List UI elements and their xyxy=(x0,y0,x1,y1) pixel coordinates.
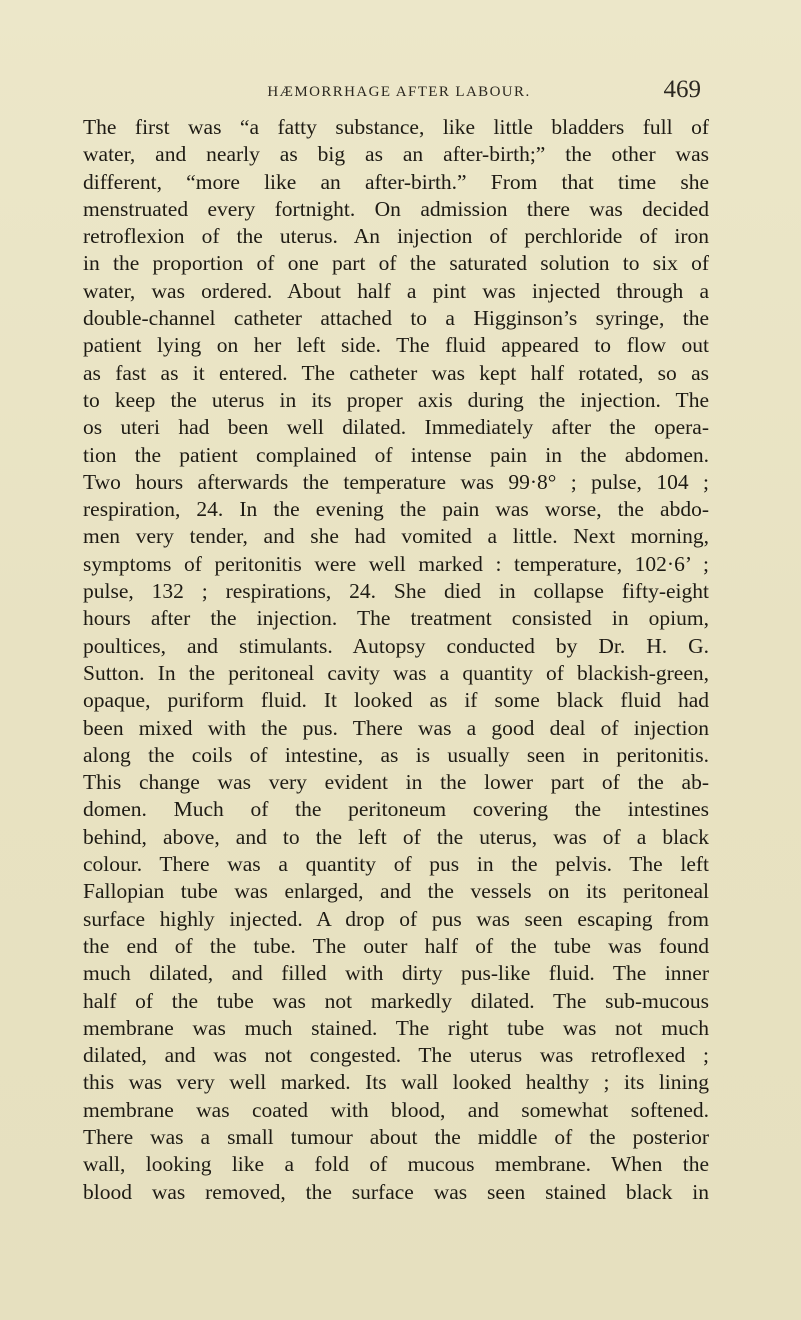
body-text xyxy=(83,114,709,1206)
text-line: half of the tube was not markedly dilated. The sub-mucous xyxy=(83,988,709,1013)
text-line: water, was ordered. About half a pint was injected through a xyxy=(83,278,709,303)
text-line: different, “more like an after-birth.” From that time she xyxy=(83,169,709,194)
text-line: men very tender, and she had vomited a little. Next morning, xyxy=(83,524,709,549)
text-line: water, and nearly as big as an after-birth;” the other was xyxy=(83,142,709,167)
text-line: symptoms of peritonitis were well marked : temperature, 102·6’ ; xyxy=(83,551,709,576)
text-line: colour. There was a quantity of pus in the pelvis. The left xyxy=(83,852,709,877)
text-line: domen. Much of the peritoneum covering the intestines xyxy=(83,797,709,822)
text-line: this was very well marked. Its wall looked healthy ; its lining xyxy=(83,1070,709,1095)
text-line: poultices, and stimulants. Autopsy conducted by Dr. H. G. xyxy=(83,633,709,658)
page-number: 469 xyxy=(663,76,701,103)
text-line: wall, looking like a fold of mucous membrane. When the xyxy=(83,1152,709,1177)
text-line: in the proportion of one part of the saturated solution to six of xyxy=(83,251,709,276)
text-line: hours after the injection. The treatment consisted in opium, xyxy=(83,606,709,631)
text-line: There was a small tumour about the middle of the posterior xyxy=(83,1124,709,1149)
text-line: dilated, and was not congested. The uterus was retroflexed ; xyxy=(83,1043,709,1068)
text-line: menstruated every fortnight. On admission there was decided xyxy=(83,196,709,221)
text-line: This change was very evident in the lower part of the ab- xyxy=(83,770,709,795)
text-line: Two hours afterwards the temperature was 99·8° ; pulse, 104 ; xyxy=(83,469,709,494)
text-line: Fallopian tube was enlarged, and the vessels on its peritoneal xyxy=(83,879,709,904)
text-line: The first was “a fatty substance, like little bladders full of xyxy=(83,115,709,139)
text-line: os uteri had been well dilated. Immediately after the opera- xyxy=(83,415,709,440)
text-line: membrane was much stained. The right tube was not much xyxy=(83,1015,709,1040)
text-line: as fast as it entered. The catheter was kept half rotated, so as xyxy=(83,360,709,385)
text-line: the end of the tube. The outer half of the tube was found xyxy=(83,933,709,958)
text-line: along the coils of intestine, as is usually seen in peritonitis. xyxy=(83,742,709,767)
text-line: blood was removed, the surface was seen stained black in xyxy=(83,1179,709,1204)
text-line: tion the patient complained of intense pain in the abdomen. xyxy=(83,442,709,467)
running-head: HÆMORRHAGE AFTER LABOUR. xyxy=(267,84,531,100)
text-line: behind, above, and to the left of the uterus, was of a black xyxy=(83,824,709,849)
text-line: opaque, puriform fluid. It looked as if some black fluid had xyxy=(83,688,709,713)
text-line: respiration, 24. In the evening the pain was worse, the abdo- xyxy=(83,497,709,522)
text-line: retroflexion of the uterus. An injection of perchloride of iron xyxy=(83,224,709,249)
text-line: surface highly injected. A drop of pus was seen escaping from xyxy=(83,906,709,931)
text-line: much dilated, and filled with dirty pus-like fluid. The inner xyxy=(83,961,709,986)
text-line: patient lying on her left side. The fluid appeared to flow out xyxy=(83,333,709,358)
text-line: membrane was coated with blood, and somewhat softened. xyxy=(83,1097,709,1122)
text-line: been mixed with the pus. There was a good deal of injection xyxy=(83,715,709,740)
text-line: to keep the uterus in its proper axis during the injection. The xyxy=(83,387,709,412)
text-line: Sutton. In the peritoneal cavity was a quantity of blackish-green, xyxy=(83,660,709,685)
text-line: double-channel catheter attached to a Higginson’s syringe, the xyxy=(83,306,709,331)
text-line: pulse, 132 ; respirations, 24. She died in collapse fifty-eight xyxy=(83,579,709,604)
